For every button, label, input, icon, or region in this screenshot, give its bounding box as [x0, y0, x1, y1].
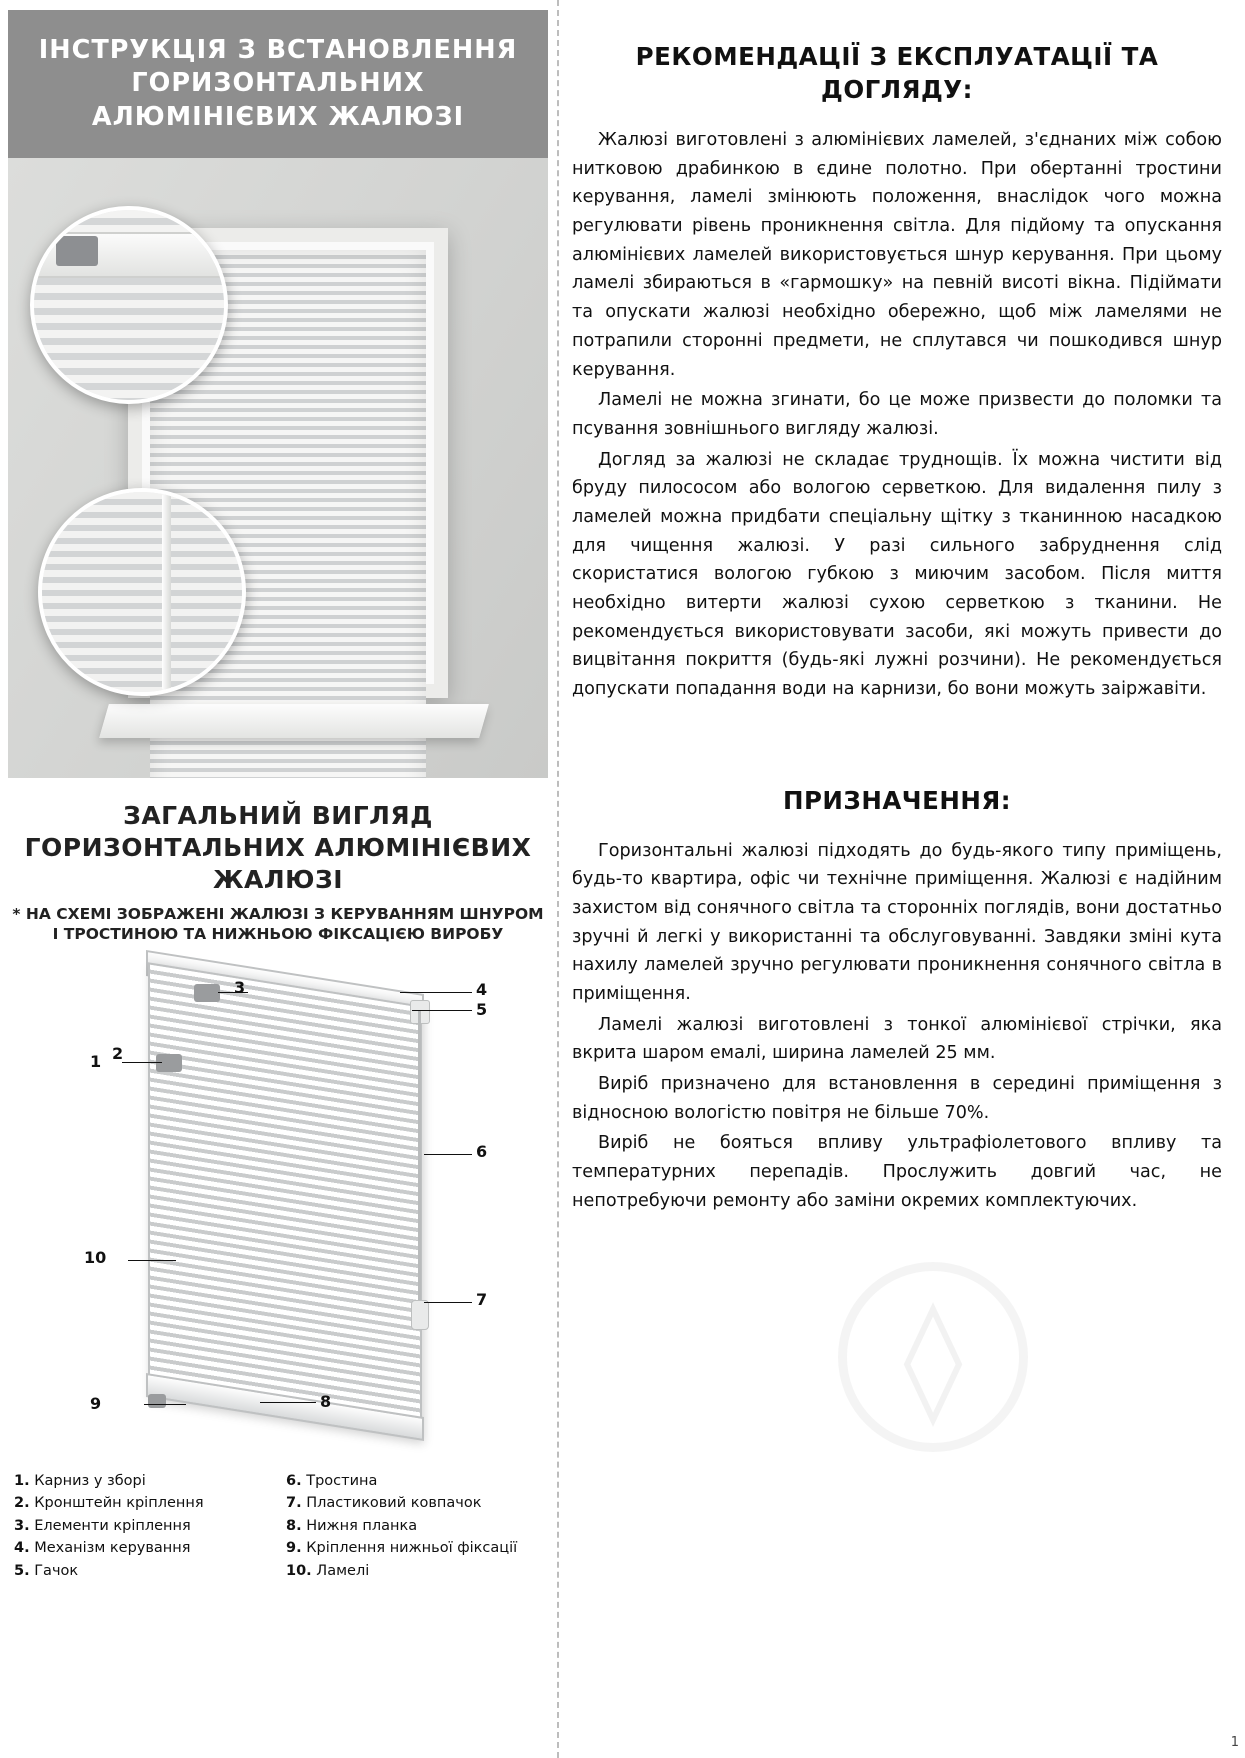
overview-note: * НА СХЕМІ ЗОБРАЖЕНІ ЖАЛЮЗІ З КЕРУВАННЯМ ШНУРОМ І ТРОСТИНОЮ ТА НИЖНЬОЮ ФІКСАЦІЄЮ ВИРОБУ [12, 905, 544, 944]
legend-number: 2. [14, 1495, 30, 1512]
callout-5: 5 [476, 1000, 488, 1019]
diagram-cord [418, 1010, 421, 1320]
legend-item [286, 1492, 544, 1514]
legend-label: Нижня планка [306, 1517, 418, 1534]
diagram-bottom-fix [148, 1394, 166, 1408]
legend-number: 3. [14, 1517, 30, 1534]
legend-item [286, 1560, 544, 1582]
legend-label: Елементи кріплення [34, 1517, 191, 1534]
legend-label: Механізм керування [34, 1540, 191, 1557]
right-column [572, 0, 1222, 1758]
care-text [572, 126, 1222, 703]
callout-2: 2 [112, 1044, 124, 1063]
purpose-title: ПРИЗНАЧЕННЯ: [782, 785, 1012, 815]
detail-bracket [56, 236, 98, 266]
care-title: РЕКОМЕНДАЦІЇ З ЕКСПЛУАТАЦІЇ ТА ДОГЛЯДУ: [635, 42, 1159, 105]
detail-tilt-rod [162, 492, 171, 692]
diagram-slats [148, 962, 422, 1439]
legend-item [14, 1492, 272, 1514]
leader-line [424, 1302, 472, 1303]
leader-line [144, 1404, 186, 1405]
left-column [0, 0, 557, 1758]
leader-line [128, 1260, 176, 1261]
diagram-bracket-left [156, 1054, 182, 1072]
legend-column-right [286, 1470, 544, 1582]
legend-label: Пластиковий ковпачок [306, 1495, 482, 1512]
leader-line [260, 1402, 316, 1403]
purpose-paragraph: Ламелі жалюзі виготовлені з тонкої алюмінієвої стрічки, яка вкрита шаром емалі, ширина ламелей 25 мм. [572, 1014, 1222, 1064]
installation-photo [8, 158, 548, 778]
leader-line [122, 1062, 162, 1063]
legend-label: Гачок [34, 1562, 79, 1579]
callout-9: 9 [90, 1394, 102, 1413]
legend-item [286, 1515, 544, 1537]
legend-number: 5. [14, 1562, 30, 1579]
blind-diagram [8, 970, 548, 1460]
care-paragraph: Жалюзі виготовлені з алюмінієвих ламелей, з'єднаних між собою нитковою драбинкою в єдине полотно. При обертанні тростини керування, ламелі змінюють положення, внаслідок чого можна регулювати рівень проникнення світла. Для підйому та опускання алюмінієвих ламелей використовується шнур керування. При цьому ламелі збираються в «гармошку» на певній висоті вікна. Підіймати та опускати жалюзі необхідно обережно, щоб між ламелями не потрапили сторонні предмети, не сплутався чи пошкодився шнур керування. [572, 130, 1222, 380]
callout-1: 1 [90, 1052, 102, 1071]
legend-number: 10. [286, 1562, 312, 1579]
detail-closeup-top [30, 206, 228, 404]
callout-4: 4 [476, 980, 488, 999]
leader-line [412, 1010, 472, 1011]
watermark-glyph: ◊ [903, 1286, 963, 1428]
instruction-header-band [8, 10, 548, 158]
leader-line [424, 1154, 472, 1155]
window-sill [99, 704, 489, 738]
purpose-text [572, 837, 1222, 1216]
detail-closeup-bottom [38, 488, 246, 696]
legend-item [286, 1537, 544, 1559]
legend [14, 1470, 544, 1582]
legend-number: 8. [286, 1517, 302, 1534]
callout-3: 3 [234, 978, 246, 997]
callout-8: 8 [320, 1392, 332, 1411]
legend-number: 6. [286, 1473, 302, 1489]
overview-heading-block [8, 800, 548, 944]
legend-item [14, 1470, 272, 1492]
callout-6: 6 [476, 1142, 488, 1161]
legend-number: 1. [14, 1473, 30, 1489]
callout-10: 10 [84, 1248, 107, 1267]
purpose-paragraph: Виріб призначено для встановлення в середині приміщення з відносною вологістю повітря не більше 70%. [572, 1074, 1222, 1123]
diagram-bracket-top [194, 984, 220, 1002]
instruction-title: ІНСТРУКЦІЯ З ВСТАНОВЛЕННЯ ГОРИЗОНТАЛЬНИХ АЛЮМІНІЄВИХ ЖАЛЮЗІ [38, 35, 518, 132]
legend-item [14, 1515, 272, 1537]
callout-7: 7 [476, 1290, 488, 1309]
legend-column-left [14, 1470, 272, 1582]
care-paragraph: Догляд за жалюзі не складає труднощів. Їх можна чистити від бруду пилососом або вологою серветкою. Для видалення пилу з ламелей можна придбати спеціальну щітку з тканинною насадкою для чищення жалюзі. У разі сильного забруднення слід скористатися вологою губкою з миючим засобом. Після миття необхідно витерти жалюзі сухою серветкою з тканини. Не рекомендується використовувати засоби, які можуть привести до вицвітання покриття (будь-які лужні розчини). Не рекомендується допускати попадання води на карнизи, бо вони можуть заіржавіти. [572, 449, 1222, 699]
legend-item [286, 1470, 544, 1492]
overview-title: ЗАГАЛЬНИЙ ВИГЛЯД ГОРИЗОНТАЛЬНИХ АЛЮМІНІЄВИХ ЖАЛЮЗІ [24, 801, 532, 894]
purpose-paragraph: Горизонтальні жалюзі підходять до будь-якого типу приміщень, будь-то квартира, офіс чи технічне приміщення. Жалюзі є надійним захистом від сонячного світла та сторонніх поглядів, вони достатньо зручні й легкі у використанні та обслуговуванні. Завдяки зміні кута нахилу ламелей зручно регулювати проникнення сонячного світла в приміщення. [572, 840, 1222, 1004]
care-paragraph: Ламелі не можна згинати, бо це може призвести до поломки та псування зовнішнього вигляду жалюзі. [572, 390, 1222, 439]
legend-label: Карниз у зборі [34, 1473, 146, 1489]
legend-item [14, 1537, 272, 1559]
leader-line [400, 992, 472, 993]
legend-number: 9. [286, 1540, 302, 1557]
legend-item [14, 1560, 272, 1582]
page-number: 1 [1230, 1735, 1239, 1750]
diagram-cord-cap [411, 1300, 429, 1330]
detail-slats-bottom [42, 492, 242, 692]
column-divider [557, 0, 559, 1758]
legend-label: Кріплення нижньої фіксації [306, 1540, 518, 1557]
legend-label: Кронштейн кріплення [34, 1495, 204, 1512]
legend-number: 7. [286, 1495, 302, 1512]
legend-number: 4. [14, 1540, 30, 1557]
legend-label: Ламелі [316, 1562, 370, 1579]
purpose-paragraph: Виріб не бояться впливу ультрафіолетового впливу та температурних перепадів. Прослужить довгий час, не непотребуючи ремонту або заміни окремих комплектуючих. [572, 1133, 1222, 1211]
legend-label: Тростина [306, 1473, 378, 1489]
